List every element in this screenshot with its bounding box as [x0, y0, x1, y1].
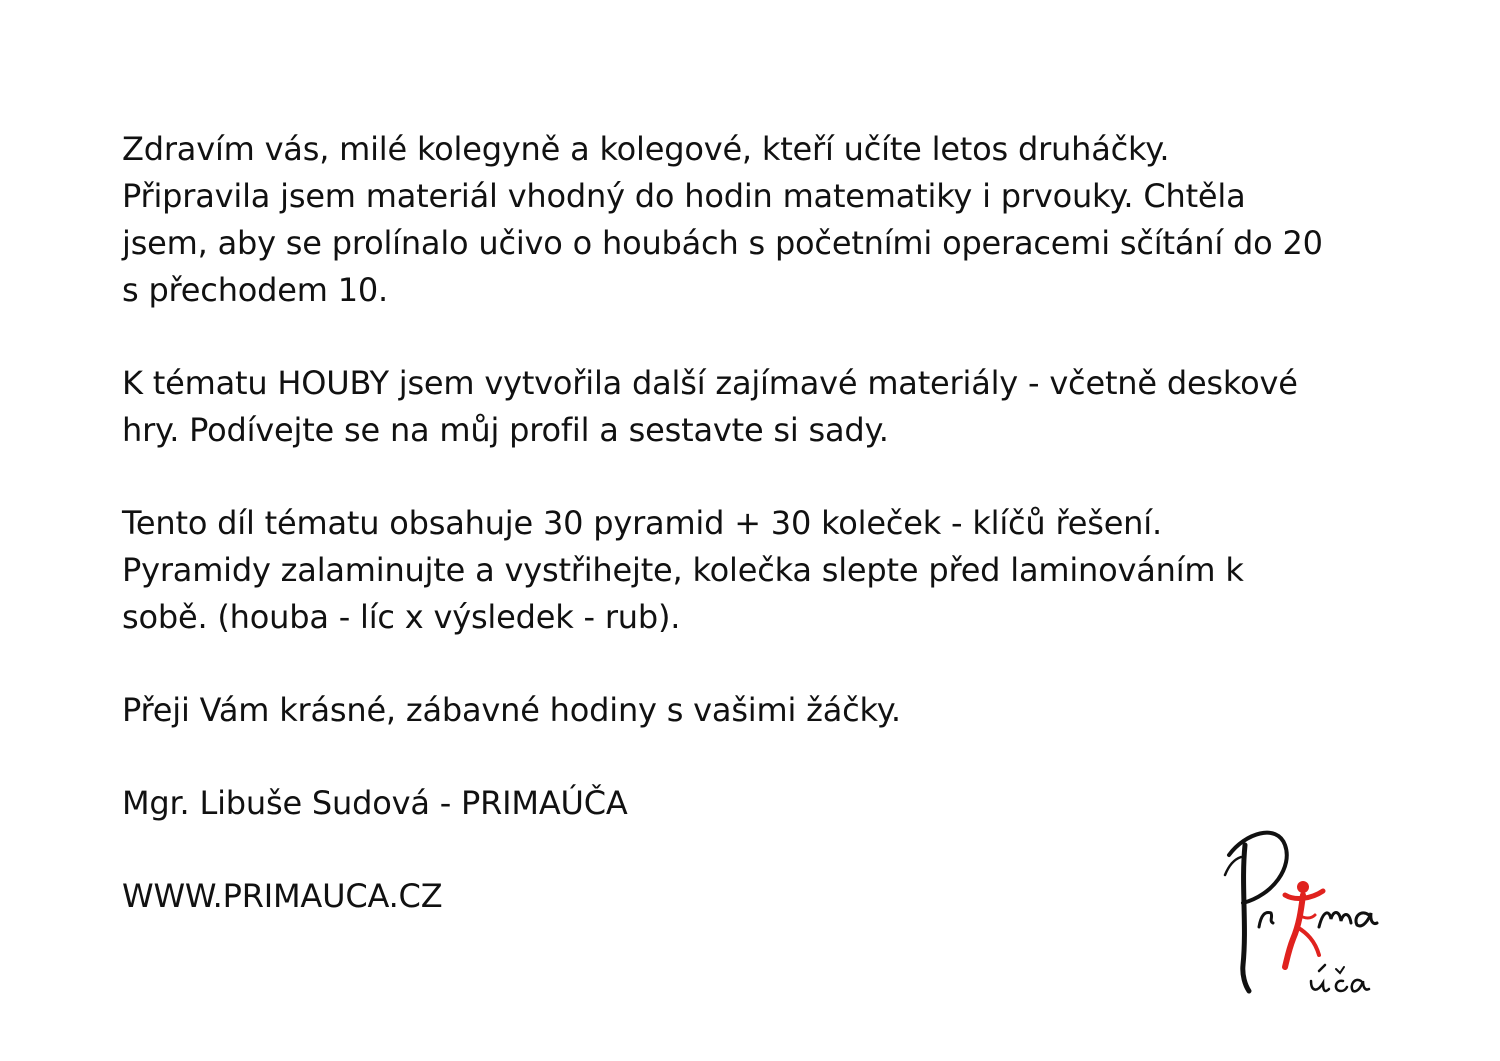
text-line: Připravila jsem materiál vhodný do hodin matematiky i prvouky. Chtěla: [122, 177, 1246, 215]
website-link[interactable]: WWW.PRIMAUCA.CZ: [122, 877, 443, 915]
text-line: K tématu HOUBY jsem vytvořila další zajímavé materiály - včetně deskové: [122, 364, 1298, 402]
logo-letter-r: [1259, 913, 1273, 927]
text-line: s přechodem 10.: [122, 271, 388, 309]
text-line: jsem, aby se prolínalo učivo o houbách s početními operacemi sčítání do 20: [122, 224, 1323, 262]
logo-letter-p-stem: [1243, 845, 1249, 991]
signature: [122, 780, 1322, 827]
logo-accent-acute: [1319, 965, 1325, 971]
letter-body: [122, 126, 1322, 966]
text-line: Přeji Vám krásné, zábavné hodiny s vašimi žáčky.: [122, 691, 901, 729]
logo-accent-caron: [1336, 967, 1344, 973]
logo-letter-p-swash: [1225, 857, 1241, 875]
paragraph-contents: [122, 500, 1322, 641]
text-line: Tento díl tématu obsahuje 30 pyramid + 30 koleček - klíčů řešení.: [122, 504, 1162, 542]
logo-letter-a-small: [1352, 980, 1369, 991]
logo-letter-c: [1336, 981, 1347, 991]
logo-letter-m: [1319, 913, 1351, 928]
text-line: hry. Podívejte se na můj profil a sestavte si sady.: [122, 411, 889, 449]
paragraph-greeting: [122, 126, 1322, 314]
logo-letter-a: [1356, 913, 1377, 926]
logo-graphic: [1215, 815, 1385, 1005]
paragraph-wishes: [122, 687, 1322, 734]
logo-letter-p-bowl: [1229, 833, 1287, 903]
logo-letter-u: [1311, 981, 1329, 991]
signature-text: Mgr. Libuše Sudová - PRIMAÚČA: [122, 784, 628, 822]
dancer-icon: [1285, 881, 1323, 967]
text-line: sobě. (houba - líc x výsledek - rub).: [122, 598, 681, 636]
website: [122, 873, 1322, 920]
text-line: Zdravím vás, milé kolegyně a kolegové, kteří učíte letos druháčky.: [122, 130, 1170, 168]
paragraph-materials: [122, 360, 1322, 454]
primauca-logo: [1215, 815, 1385, 1005]
text-line: Pyramidy zalaminujte a vystřihejte, kolečka slepte před laminováním k: [122, 551, 1244, 589]
